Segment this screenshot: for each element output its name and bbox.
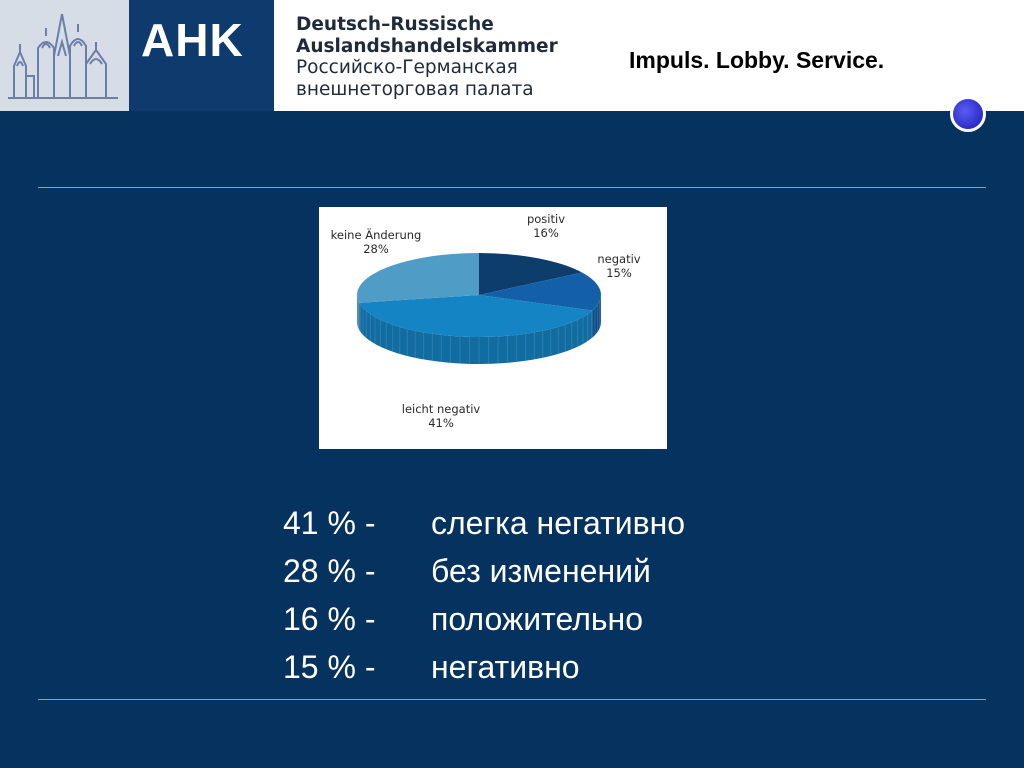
pie-slice-value-label: 28% [363, 242, 389, 256]
tagline: Impuls. Lobby. Service. [629, 47, 885, 73]
pie-slice-value-label: 16% [533, 226, 559, 240]
org-name-de-line-1: Deutsch–Russische [296, 14, 494, 35]
ahk-logo-text: AHK [141, 14, 244, 66]
org-name-ru-line-1: Российско-Германская [296, 57, 518, 78]
stat-label: без изменений [431, 553, 651, 589]
pie-chart-panel [319, 207, 667, 449]
org-name-de-line-2: Auslandshandelskammer [296, 35, 558, 57]
stat-percent: 28 % - [283, 553, 376, 589]
header-bar [0, 0, 1024, 111]
blue-circle-bullet [950, 96, 986, 132]
stat-label: положительно [431, 601, 644, 637]
stat-percent: 41 % - [283, 505, 376, 541]
pie-slice-label: positiv [526, 212, 566, 226]
pie-slice-value-label: 15% [606, 266, 632, 280]
kremlin-logo [0, 0, 129, 111]
pie-chart [319, 207, 667, 449]
top-divider [38, 187, 986, 188]
pie-slice-keine-änderung [357, 253, 479, 303]
stat-label: слегка негативно [431, 505, 686, 541]
stat-label: негативно [431, 649, 580, 685]
organization-name [296, 14, 558, 100]
stat-percent: 15 % - [283, 649, 376, 685]
pie-slice-label: keine Änderung [330, 228, 422, 242]
stat-row [283, 547, 685, 595]
stat-row [283, 499, 685, 547]
bottom-divider [38, 699, 986, 700]
org-name-ru-line-2: внешнеторговая палата [296, 78, 534, 100]
stats-list [283, 499, 685, 691]
pie-slice-label: leicht negativ [401, 402, 481, 416]
stat-percent: 16 % - [283, 601, 376, 637]
stat-row [283, 595, 685, 643]
ahk-logo [129, 0, 274, 111]
pie-slice-label: negativ [597, 252, 641, 266]
kremlin-icon [6, 6, 124, 106]
stat-row [283, 643, 685, 691]
pie-slice-value-label: 41% [428, 416, 454, 430]
